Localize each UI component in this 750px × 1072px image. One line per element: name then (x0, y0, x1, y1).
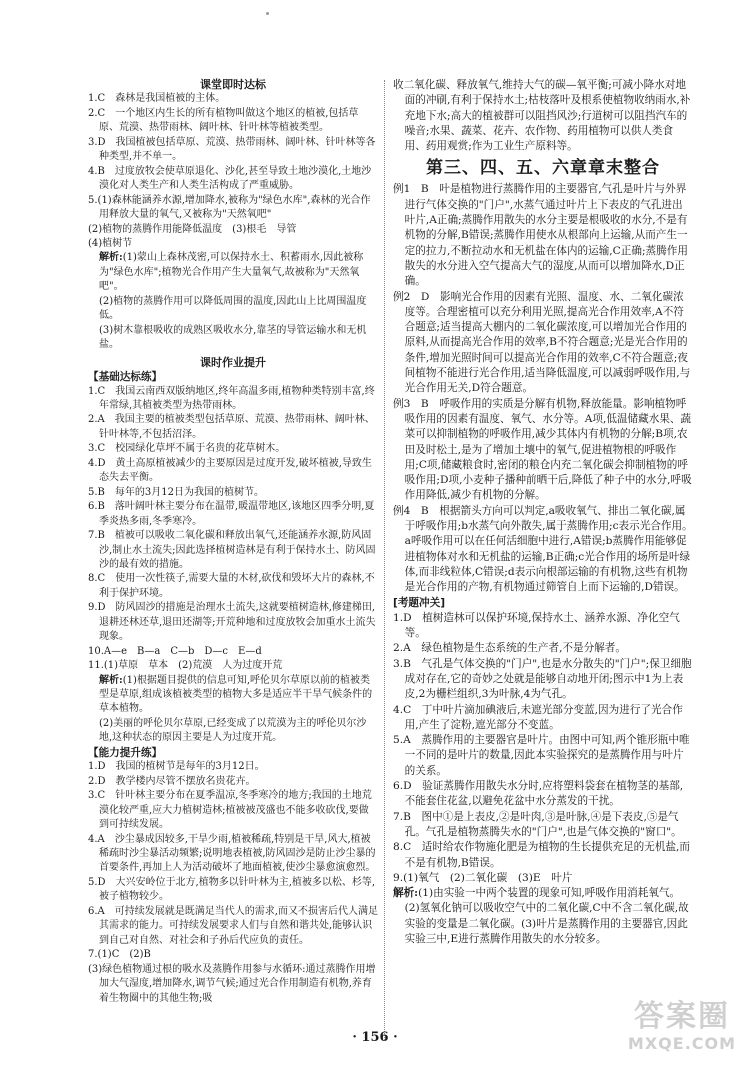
answer-line: 解析:(1)蒙山上森林茂密,可以保持水土、积蓄雨水,因此被称为"绿色水库";植物光合作用产生大量氧气,故被称为"天然氧吧"。 (99, 252, 364, 293)
answer-line: 5.A 蒸腾作用的主要器官是叶片。由图中可知,两个锥形瓶中唯一不同的是叶片的数量,因此本实验探究的是蒸腾作用与叶片的关系。 (393, 734, 690, 777)
answer-line: 例3 B 呼吸作用的实质是分解有机物,释放能量。影响植物呼吸作用的因素有温度、氧气、水分等。A项,低温储藏水果、蔬菜可以抑制植物的呼吸作用,减少其体内有机物的分解;B项,农田及时松土,是为了增加土壤中的氧气,促进植物根的呼吸作用;C项,储藏粮食时,密闭的粮仓内充二氧化碳会抑制植物的呼吸作用;D项,小麦种子播种前晒干后,降低了种子中的水分,呼吸作用降低,减少有机物的分解。 (393, 397, 692, 502)
answer-line: 9.(1)氧气 (2)二氧化碳 (3)E 叶片 (393, 871, 573, 884)
basic-practice-analysis (88, 674, 378, 746)
analysis-label: 解析: (99, 252, 123, 264)
exam-practice-analysis (393, 886, 693, 947)
answer-line: (3)树木靠根吸收的成熟区吸收水分,靠茎的导管运输水和无机盐。 (99, 324, 367, 351)
exam-practice-answers (393, 611, 693, 886)
answer-line: 5.B 每年的3月12日为我国的植树节。 (88, 486, 264, 498)
watermark-top: 答案圈 (634, 999, 730, 1034)
answer-line: 3.C 校园绿化草坪不属于名贵的花草树木。 (88, 443, 286, 455)
watermark-bottom: MXQE.COM (627, 1034, 737, 1053)
answer-line: 例2 D 影响光合作用的因素有光照、温度、水、二氧化碳浓度等。合理密植可以充分利用光照,提高光合作用效率,A不符合题意;适当提高大棚内的二氧化碳浓度,可以增加光合作用的原料,从而提高光合作用的效率,B不符合题意;光是光合作用的条件,增加光照时间可以提高光合作用的效率,C不符合题意;夜间植物不能进行光合作用,适当降低温度,可以减弱呼吸作用,与光合作用无关,D符合题意。 (393, 290, 691, 395)
answer-line: 5.(1)森林能涵养水源,增加降水,被称为"绿色水库",森林的光合作用释放大量的氧气,又被称为"天然氧吧" (88, 194, 371, 221)
print-mark (266, 12, 269, 15)
answer-line: 1.D 我国的植树节是每年的3月12日。 (88, 761, 265, 773)
answer-line: 6.A 可持续发展就是既满足当代人的需求,而又不损害后代人满足其需求的能力。可持续发展要求人们与自然和谐共处,能够认识到自己对自然、对社会和子孙后代应负的责任。 (88, 905, 378, 946)
continued-answer (393, 78, 693, 154)
answer-line: (4)植树节 (88, 237, 133, 249)
answer-line: 8.C 适时给农作物施化肥是为植物的生长提供充足的无机盐,而不是有机物,B错误。 (393, 841, 691, 869)
classroom-answers (88, 92, 378, 251)
answer-line: 8.C 使用一次性筷子,需要大量的木材,砍伐和毁坏大片的森林,不利于保护环境。 (88, 573, 375, 599)
section-title-classroom: 课堂即时达标 (200, 78, 266, 91)
page-number: · 156 · (352, 1030, 398, 1045)
answer-line: 1.C 我国云南西双版纳地区,终年高温多雨,植物种类特别丰富,终年常绿,其植被类型为热带雨林。 (88, 385, 375, 411)
answer-line: (2)植物的蒸腾作用能降低温度 (3)根毛 导管 (88, 223, 297, 235)
answer-line: 例1 B 叶是植物进行蒸腾作用的主要器官,气孔是叶片与外界进行气体交换的"门户",水蒸气通过叶片上下表皮的气孔进出叶片,A正确;蒸腾作用散失的水分主要是根吸收的水分,不是有机物的分解,B错误;蒸腾作用使水从根部向上运输,从而产生一定的拉力,不断拉动水和无机盐在体内的运输,C正确;蒸腾作用散失的水分进入空气提高大气的湿度,从而可以增加降水,D正确。 (393, 183, 688, 288)
answer-line: 4.D 黄土高原植被减少的主要原因是过度开发,破坏植被,导致生态失去平衡。 (88, 457, 372, 484)
classroom-analysis (88, 251, 378, 352)
answer-line: 1.D 植树造林可以保护环境,保持水土、涵养水源、净化空气等。 (393, 611, 680, 640)
left-column (88, 78, 378, 1006)
answer-line: (3)绿色植物通过根的吸水及蒸腾作用参与水循环:通过蒸腾作用增加大气湿度,增加降水,调节气候;通过光合作用制造有机物,养育着生物圈中的其他生物;吸 (88, 963, 376, 1004)
answer-line: 收二氧化碳、释放氧气,维持大气的碳—氧平衡;可减小降水对地面的冲刷,有利于保持水土;枯枝落叶及根系使植物收纳雨水,补充地下水;高大的植被群可以阻挡风沙;行道树可以阻挡汽车的噪音;水果、蔬菜、花卉、农作物、药用植物可以供人类食用、药用观赏;作为工业生产原料等。 (393, 79, 691, 153)
analysis-label: 解析: (393, 887, 419, 900)
answer-line: (2)美丽的呼伦贝尔草原,已经变成了以荒漠为主的呼伦贝尔沙地,这种状态的原因主要是人为过度开荒。 (99, 717, 367, 744)
answer-line: 2.C 一个地区内生长的所有植物叫做这个地区的植被,包括草原、荒漠、热带雨林、阔叶林、针叶林等植被类型。 (88, 107, 359, 134)
chapter-summary-title: 第三、四、五、六章章末整合 (426, 158, 660, 179)
answer-line: 3.D 我国植被包括草原、荒漠、热带雨林、阔叶林、针叶林等各种类型,并不单一。 (88, 136, 376, 163)
basic-practice-heading: 【基础达标练】 (88, 371, 163, 384)
column-divider (384, 80, 385, 1040)
answer-line: 7.(1)C (2)B (88, 949, 151, 961)
example-answers (393, 182, 693, 595)
analysis-label: 解析: (99, 674, 123, 686)
right-column (393, 78, 693, 947)
answer-line: 解析:(1)由实验一中两个装置的现象可知,呼吸作用消耗氧气。(2)氢氧化钠可以吸收空气中的二氧化碳,C中不含二氧化碳,故实验的变量是二氧化碳。(3)叶片是蒸腾作用的主要器官,因此实验三中,E进行蒸腾作用散失的水分较多。 (393, 887, 689, 946)
answer-line: 2.A 绿色植物是生态系统的生产者,不是分解者。 (393, 642, 626, 655)
answer-line: 4.B 过度放牧会使草原退化、沙化,甚至导致土地沙漠化,土地沙漠化对人类生产和人类生活构成了严重威胁。 (88, 165, 372, 192)
answer-line: 2.D 教学楼内尽管不摆放名贵花卉。 (88, 775, 256, 787)
answer-line: 6.B 落叶阔叶林主要分布在温带,暖温带地区,该地区四季分明,夏季炎热多雨,冬季寒冷。 (88, 501, 375, 527)
answer-line: 10.A—e B—a C—b D—c E—d (88, 645, 262, 657)
answer-line: 2.A 我国主要的植被类型包括草原、荒漠、热带雨林、阔叶林、针叶林等,不包括沼泽。 (88, 414, 375, 440)
answer-line: 4.C 丁中叶片滴加碘液后,未遮光部分变蓝,因为进行了光合作用,产生了淀粉,遮光部分不变蓝。 (393, 703, 683, 731)
ability-practice-answers (88, 760, 378, 1006)
answer-line: 7.B 植被可以吸收二氧化碳和释放出氧气,还能涵养水源,防风固沙,制止水土流失;因此选择植树造林是有利于保持水土、防风固沙的最有效的措施。 (88, 530, 376, 570)
answer-line: 11.(1)草原 草本 (2)荒漠 人为过度开荒 (88, 660, 283, 672)
answer-line: 9.D 防风固沙的措施是治理水土流失,这就要植树造林,修建梯田,退耕还林还草,退田还湖等;开荒种地和过度放牧会加重水土流失现象。 (88, 602, 376, 643)
watermark-logo (622, 1000, 742, 1062)
answer-line: 例4 B 根据箭头方向可以判定,a吸收氧气、排出二氧化碳,属于呼吸作用;b水蒸气向外散失,属于蒸腾作用;c表示光合作用。a呼吸作用可以在任何活细胞中进行,A错误;b蒸腾作用能够促进植物体对水和无机盐的运输,B正确;c光合作用的场所是叶绿体,而非线粒体,C错误;d表示向根部运输的有机物,这些有机物是光合作用的产物,有机物通过筛管自上而下运输的,D错误。 (393, 504, 693, 594)
ability-practice-heading: 【能力提升练】 (88, 746, 163, 759)
answer-line: 1.C 森林是我国植被的主体。 (88, 93, 226, 105)
basic-practice-answers (88, 385, 378, 674)
answer-line: 6.D 验证蒸腾作用散失水分时,应将塑料袋套在植物茎的基部,不能套住花盆,以避免花盆中水分蒸发的干扰。 (393, 780, 684, 808)
answer-line: 3.B 气孔是气体交换的"门户",也是水分散失的"门户";保卫细胞成对存在,它的奇妙之处就是能够自动地开闭;图示中1为上表皮,2为栅栏组织,3为叶脉,4为气孔。 (393, 657, 692, 701)
answer-line: (2)植物的蒸腾作用可以降低周围的温度,因此山上比周围温度低。 (99, 295, 367, 322)
answer-line: 3.C 针叶林主要分布在夏季温凉,冬季寒冷的地方;我国的土地荒漠化较严重,应大力植树造林;植被被茂盛也不能多收砍伐,要做到可持续发展。 (88, 790, 372, 831)
section-title-homework: 课时作业提升 (200, 355, 266, 369)
answer-line: 5.D 大兴安岭位于北方,植物多以针叶林为主,植被多以松、杉等,被子植物较少。 (88, 876, 376, 903)
answer-line: 4.A 沙尘暴成因较多,干旱少雨,植被稀疏,特别是干旱,风大,植被稀疏时沙尘暴活动频繁;说明地表植被,防风固沙是防止沙尘暴的首要条件,再加上人为活动破坏了地面植被,使沙尘暴愈演愈烈。 (88, 833, 376, 874)
answer-line: 解析:(1)根据题目提供的信息可知,呼伦贝尔草原以前的植被类型是草原,组成该植被类型的植物大多是适应半干旱气候条件的草本植物。 (99, 674, 373, 715)
exam-practice-heading: [考题冲关] (393, 596, 446, 609)
answer-line: 7.B 图中①是上表皮,②是叶肉,③是叶脉,④是下表皮,⑤是气孔。气孔是植物蒸腾失水的"门户",也是气体交换的"窗口"。 (393, 810, 682, 838)
